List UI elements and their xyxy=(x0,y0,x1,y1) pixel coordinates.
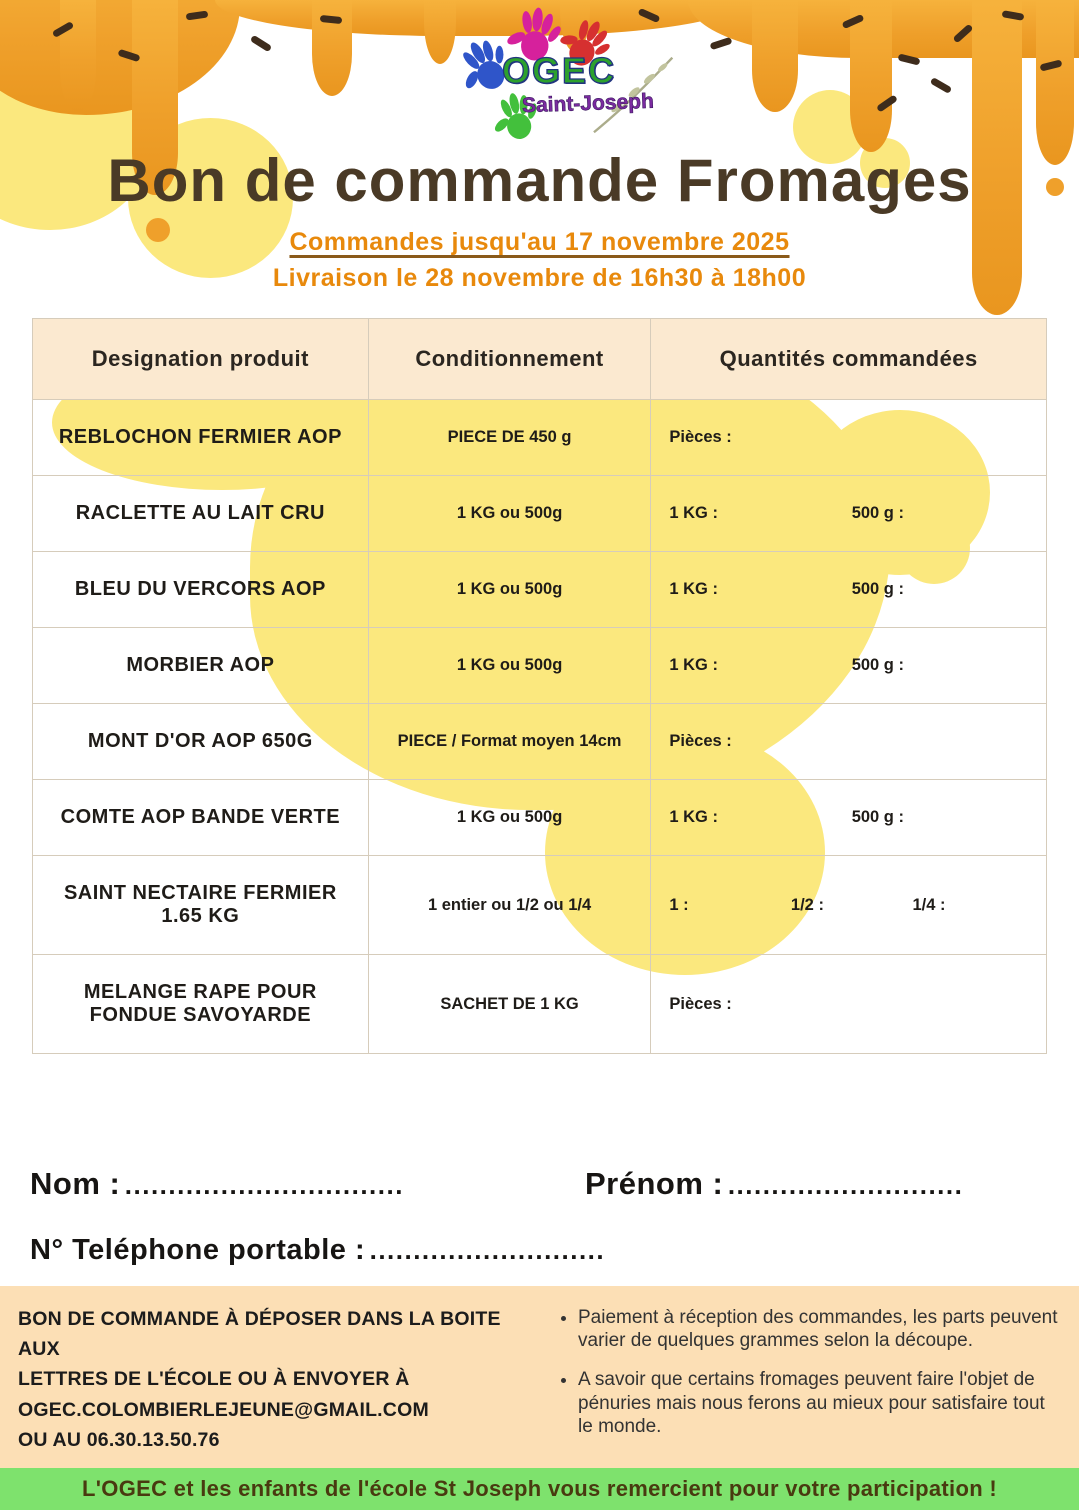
table-row xyxy=(33,704,1047,780)
product-cell: MORBIER AOP xyxy=(33,628,369,704)
table-row xyxy=(33,780,1047,856)
order-table-body xyxy=(33,400,1047,1054)
prenom-write-line: ........................... xyxy=(727,1170,964,1200)
school-logo xyxy=(430,4,680,146)
footer-left-line: OGEC.COLOMBIERLEJEUNE@GMAIL.COM xyxy=(18,1398,429,1421)
product-cell: MONT D'OR AOP 650G xyxy=(33,704,369,780)
sprinkle-icon xyxy=(250,35,272,53)
product-cell: MELANGE RAPE POUR FONDUE SAVOYARDE xyxy=(33,955,369,1054)
packaging-cell: 1 KG ou 500g xyxy=(368,780,651,856)
logo-school-text: Saint-Joseph xyxy=(521,89,655,118)
table-row xyxy=(33,856,1047,955)
table-row xyxy=(33,628,1047,704)
product-cell: SAINT NECTAIRE FERMIER 1.65 KG xyxy=(33,856,369,955)
quantity-label: 1 KG : xyxy=(669,504,718,522)
order-table xyxy=(32,318,1047,1054)
order-deadline-text: Commandes jusqu'au 17 novembre 2025 xyxy=(289,228,790,256)
quantity-label: 500 g : xyxy=(851,580,904,598)
quantity-cell xyxy=(669,656,1034,675)
table-row xyxy=(33,400,1047,476)
prenom-label: Prénom : xyxy=(585,1166,724,1201)
phone-label: N° Teléphone portable : xyxy=(30,1234,366,1266)
table-header-row xyxy=(33,319,1047,400)
phone-field xyxy=(30,1234,605,1267)
quantity-label: Pièces : xyxy=(669,732,732,750)
sprinkle-icon xyxy=(709,37,732,50)
quantity-label: Pièces : xyxy=(669,428,732,446)
footer-left-text xyxy=(18,1304,518,1468)
quantity-cell xyxy=(669,732,1034,751)
packaging-cell: 1 KG ou 500g xyxy=(368,628,651,704)
honey-drip-decor xyxy=(1036,0,1074,165)
name-fields-row xyxy=(30,1166,1049,1202)
packaging-cell: SACHET DE 1 KG xyxy=(368,955,651,1054)
footer-info xyxy=(0,1286,1079,1468)
honey-drip-decor xyxy=(752,0,798,112)
sprinkle-icon xyxy=(930,77,953,94)
quantity-cell xyxy=(669,808,1034,827)
col-header-quantities: Quantités commandées xyxy=(651,319,1047,400)
col-header-packaging: Conditionnement xyxy=(368,319,651,400)
quantity-cell xyxy=(669,896,1034,915)
quantity-label: 1 KG : xyxy=(669,580,718,598)
footer-notes-list xyxy=(554,1304,1061,1468)
thanks-banner: L'OGEC et les enfants de l'école St Joseph vous remercient pour votre participation ! xyxy=(0,1468,1079,1510)
delivery-info-text: Livraison le 28 novembre de 16h30 à 18h00 xyxy=(272,264,807,292)
footer-left-line: LETTRES DE L'ÉCOLE OU À ENVOYER À xyxy=(18,1368,410,1391)
honey-drip-decor xyxy=(312,0,352,96)
footer-left-line: BON DE COMMANDE À DÉPOSER DANS LA BOITE AUX xyxy=(18,1308,501,1361)
honey-drip-decor xyxy=(60,0,96,112)
quantity-label: 500 g : xyxy=(851,504,904,522)
table-row xyxy=(33,955,1047,1054)
col-header-product: Designation produit xyxy=(33,319,369,400)
product-cell: RACLETTE AU LAIT CRU xyxy=(33,476,369,552)
quantity-label: 1/2 : xyxy=(790,895,824,914)
product-cell: COMTE AOP BANDE VERTE xyxy=(33,780,369,856)
footer-note: • Paiement à réception des commandes, les parts peuvent varier de quelques grammes selon la découpe. xyxy=(578,1306,1061,1352)
nom-field xyxy=(30,1166,585,1202)
footer-note: • A savoir que certains fromages peuvent faire l'objet de pénuries mais nous ferons au mieux pour satisfaire tout le monde. xyxy=(578,1368,1061,1438)
packaging-cell: 1 entier ou 1/2 ou 1/4 xyxy=(368,856,651,955)
quantity-label: Pièces : xyxy=(669,994,732,1013)
product-cell: BLEU DU VERCORS AOP xyxy=(33,552,369,628)
quantity-label: 1/4 : xyxy=(912,895,946,914)
table-row xyxy=(33,552,1047,628)
packaging-cell: PIECE / Format moyen 14cm xyxy=(368,704,651,780)
packaging-cell: 1 KG ou 500g xyxy=(368,476,651,552)
nom-label: Nom : xyxy=(30,1166,121,1201)
quantity-label: 1 KG : xyxy=(669,656,718,674)
quantity-label: 1 KG : xyxy=(669,808,718,826)
quantity-label: 1 : xyxy=(669,895,689,914)
quantity-cell xyxy=(669,504,1034,523)
product-cell: REBLOCHON FERMIER AOP xyxy=(33,400,369,476)
quantity-cell xyxy=(669,580,1034,599)
packaging-cell: PIECE DE 450 g xyxy=(368,400,651,476)
packaging-cell: 1 KG ou 500g xyxy=(368,552,651,628)
quantity-label: 500 g : xyxy=(851,808,904,826)
page-title: Bon de commande Fromages xyxy=(107,147,972,214)
table-row xyxy=(33,476,1047,552)
phone-write-line: ........................... xyxy=(369,1235,606,1265)
quantity-label: 500 g : xyxy=(851,656,904,674)
nom-write-line: ................................ xyxy=(124,1170,404,1200)
quantity-cell xyxy=(669,995,1034,1014)
footer-left-line: OU AU 06.30.13.50.76 xyxy=(18,1428,220,1451)
prenom-field xyxy=(585,1166,963,1202)
logo-org-text: OGEC xyxy=(502,50,617,91)
quantity-cell xyxy=(669,428,1034,447)
